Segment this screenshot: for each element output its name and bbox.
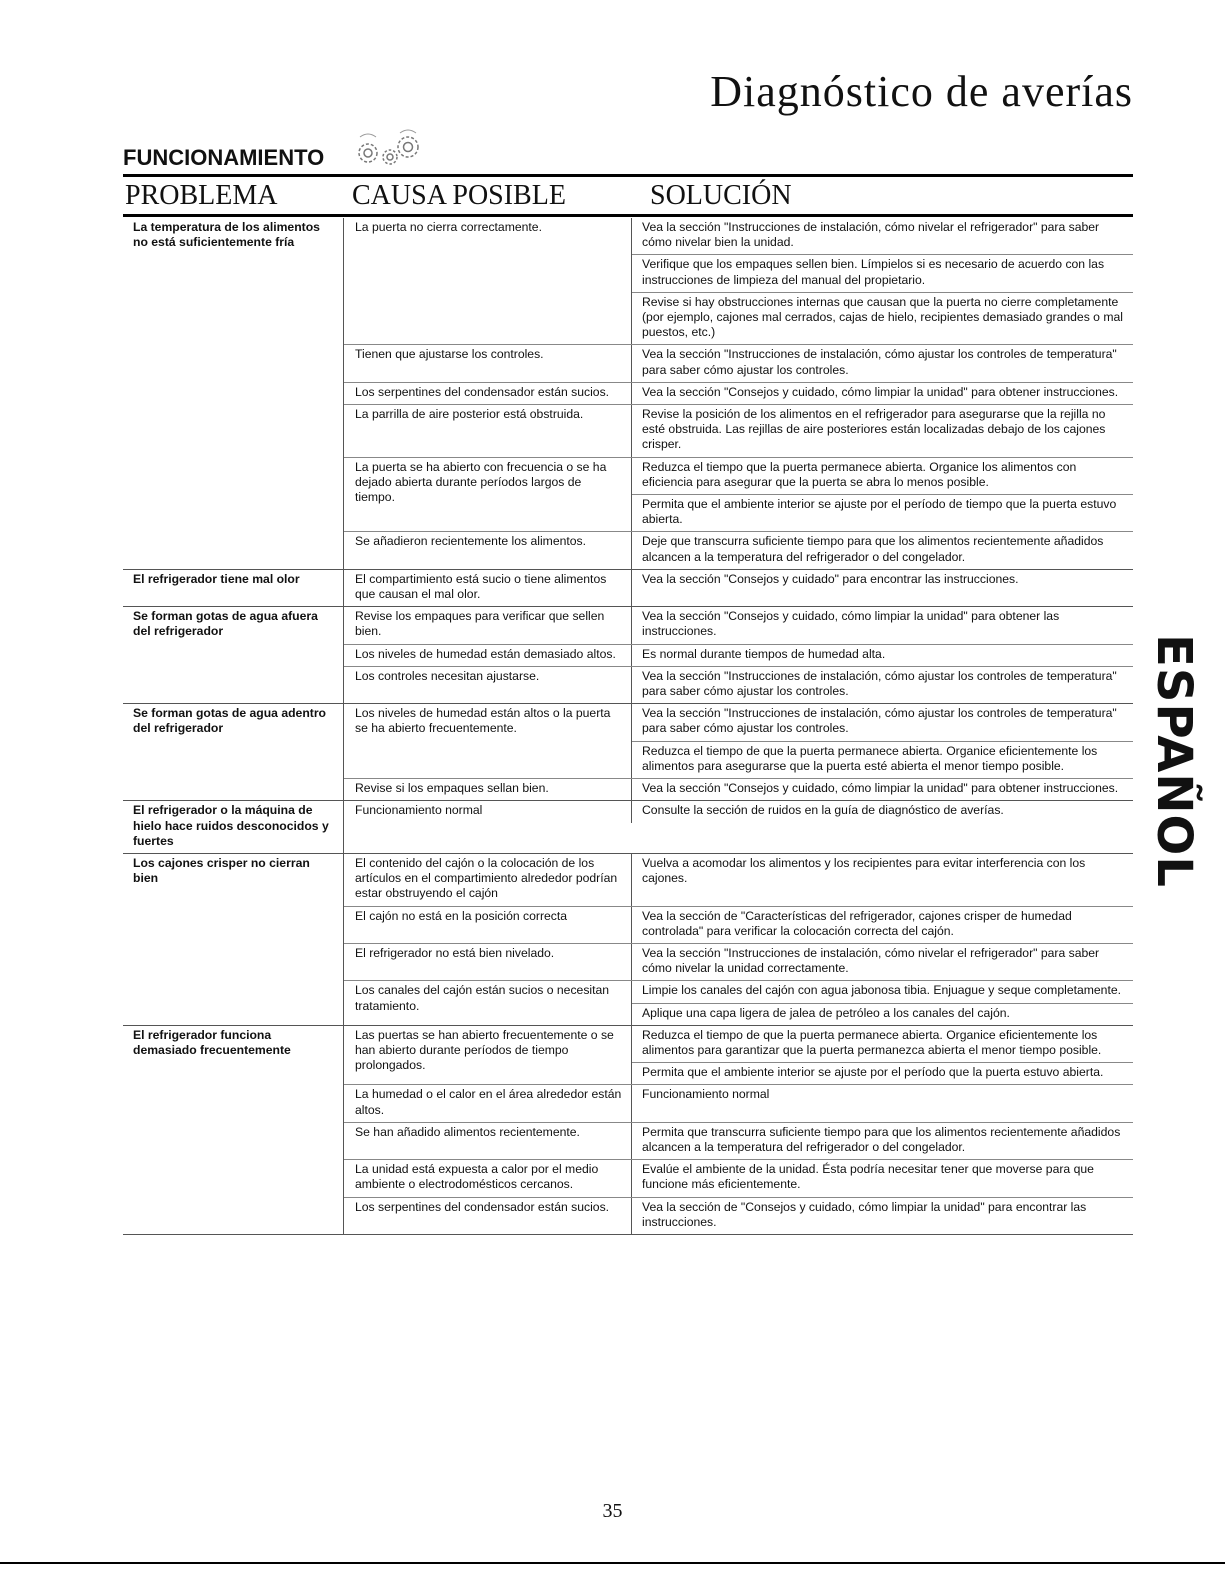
problem-cell: Los cajones crisper no cierran bien xyxy=(133,855,310,886)
solution-cell: Vea la sección de "Características del refrigerador, cajones crisper de humedad controlada" para verificar la colocación correcta del cajón. xyxy=(642,908,1072,938)
solution-cell: Permita que el ambiente interior se ajuste por el período que la puerta estuvo abierta. xyxy=(632,1062,1133,1084)
problem-group xyxy=(123,570,1133,607)
causes-column xyxy=(343,704,1133,800)
cause-row xyxy=(344,666,1133,703)
solution-cell: Consulte la sección de ruidos en la guía de diagnóstico de averías. xyxy=(642,803,1004,818)
cause-row xyxy=(344,218,1133,344)
solution-cell: Revise si hay obstrucciones internas que causan que la puerta no cierre completamente (por ejemplo, cajones mal cerrados, cajas de hielo, recipientes demasiado grandes o mal puestos, etc.) xyxy=(632,292,1133,345)
solution-cell: Vea la sección "Consejos y cuidado, cómo limpiar la unidad" para obtener instrucciones. xyxy=(642,384,1119,399)
column-headers xyxy=(123,180,1133,216)
solutions-column xyxy=(631,981,1133,1024)
cause-cell: Tienen que ajustarse los controles. xyxy=(355,347,544,362)
language-side-tab xyxy=(1139,636,1209,886)
language-label: ESPAÑOL xyxy=(1146,634,1202,888)
problem-group xyxy=(123,801,1133,854)
problem-group xyxy=(123,854,1133,1026)
solutions-column xyxy=(631,383,1133,404)
solutions-column xyxy=(631,1198,1133,1234)
solution-cell: Vea la sección "Instrucciones de instalación, cómo ajustar los controles de temperatura" para saber cómo ajustar los controles. xyxy=(642,347,1117,377)
header-solution: SOLUCIÓN xyxy=(650,180,792,211)
solutions-column xyxy=(631,607,1133,643)
cause-row xyxy=(344,404,1133,457)
solution-cell: Vea la sección "Consejos y cuidado" para encontrar las instrucciones. xyxy=(642,571,1019,586)
cause-cell: Los controles necesitan ajustarse. xyxy=(355,668,540,683)
cause-row xyxy=(344,457,1133,532)
cause-cell: Revise los empaques para verificar que sellen bien. xyxy=(355,609,605,639)
problem-group xyxy=(123,607,1133,704)
solution-cell: Vea la sección "Instrucciones de instalación, cómo nivelar el refrigerador" para saber cómo nivelar bien la unidad. xyxy=(642,220,1100,250)
cause-row xyxy=(344,906,1133,943)
cause-row xyxy=(344,801,1133,822)
solutions-column xyxy=(631,218,1133,344)
solutions-column xyxy=(631,704,1133,778)
solutions-column xyxy=(631,532,1133,568)
problem-group xyxy=(123,1026,1133,1235)
troubleshooting-table xyxy=(123,218,1133,1235)
problem-cell: El refrigerador tiene mal olor xyxy=(133,571,300,586)
solutions-column xyxy=(631,944,1133,980)
cause-cell: El cajón no está en la posición correcta xyxy=(355,908,568,923)
solution-cell: Reduzca el tiempo de que la puerta permanece abierta. Organice eficientemente los alimentos para asegurarse que la puerta esté abierta el menor tiempo posible. xyxy=(632,741,1133,778)
solutions-column xyxy=(631,907,1133,943)
cause-cell: Se añadieron recientemente los alimentos. xyxy=(355,534,587,549)
causes-column xyxy=(343,570,1133,606)
problem-group xyxy=(123,704,1133,801)
cause-row xyxy=(344,607,1133,643)
solution-cell: Aplique una capa ligera de jalea de petróleo a los canales del cajón. xyxy=(632,1003,1133,1025)
solution-cell: Vea la sección "Instrucciones de instalación, cómo ajustar los controles de temperatura" para saber cómo ajustar los controles. xyxy=(642,668,1117,699)
solution-cell: Deje que transcurra suficiente tiempo para que los alimentos recientemente añadidos alcancen a la temperatura del refrigerador o del congelador. xyxy=(642,534,1104,564)
solution-cell: Vea la sección "Instrucciones de instalación, cómo ajustar los controles de temperatura" para saber cómo ajustar los controles. xyxy=(642,706,1117,736)
cause-cell: La unidad está expuesta a calor por el medio ambiente o electrodomésticos cercanos. xyxy=(355,1162,599,1192)
solutions-column xyxy=(631,405,1133,457)
cause-cell: Los niveles de humedad están demasiado altos. xyxy=(355,646,616,661)
causes-column xyxy=(343,607,1133,703)
gears-icon xyxy=(352,127,424,171)
cause-cell: Funcionamiento normal xyxy=(355,803,483,818)
cause-cell: Los niveles de humedad están altos o la puerta se ha abierto frecuentemente. xyxy=(355,706,611,736)
problem-cell: El refrigerador o la máquina de hielo hace ruidos desconocidos y fuertes xyxy=(133,803,329,848)
solutions-column xyxy=(631,801,1133,822)
cause-cell: Las puertas se han abierto frecuentemente o se han abierto durante períodos de tiempo prolongados. xyxy=(355,1027,614,1073)
header-problem: PROBLEMA xyxy=(125,180,278,211)
cause-row xyxy=(344,1026,1133,1085)
causes-column xyxy=(343,801,1133,853)
solution-cell: Permita que transcurra suficiente tiempo para que los alimentos recientemente añadidos alcancen a la temperatura del refrigerador o del congelador. xyxy=(642,1124,1121,1154)
solutions-column xyxy=(631,667,1133,703)
solutions-column xyxy=(631,1026,1133,1085)
solution-cell: Reduzca el tiempo que la puerta permanece abierta. Organice los alimentos con eficiencia para asegurar que la puerta se abra lo menos posible. xyxy=(642,459,1077,489)
solutions-column xyxy=(631,1123,1133,1159)
cause-cell: La parrilla de aire posterior está obstruida. xyxy=(355,407,584,422)
solution-cell: Evalúe el ambiente de la unidad. Ésta podría necesitar tener que moverse para que funcione más eficientemente. xyxy=(642,1162,1094,1192)
cause-row xyxy=(344,943,1133,980)
cause-row xyxy=(344,704,1133,778)
solutions-column xyxy=(631,1085,1133,1121)
solution-cell: Vea la sección "Consejos y cuidado, cómo limpiar la unidad" para obtener instrucciones. xyxy=(642,781,1119,796)
problem-group xyxy=(123,218,1133,570)
problem-cell: Se forman gotas de agua afuera del refrigerador xyxy=(133,609,318,639)
cause-row xyxy=(344,644,1133,666)
cause-cell: El refrigerador no está bien nivelado. xyxy=(355,945,555,960)
page-number: 35 xyxy=(602,1500,623,1522)
cause-row xyxy=(344,778,1133,800)
causes-column xyxy=(343,1026,1133,1234)
solutions-column xyxy=(631,645,1133,666)
problem-cell: Se forman gotas de agua adentro del refrigerador xyxy=(133,706,327,736)
cause-cell: El compartimiento está sucio o tiene alimentos que causan el mal olor. xyxy=(355,571,607,602)
problem-cell: El refrigerador funciona demasiado frecuentemente xyxy=(133,1027,291,1057)
problem-cell: La temperatura de los alimentos no está suficientemente fría xyxy=(133,220,320,250)
cause-cell: Los serpentines del condensador están sucios. xyxy=(355,1199,610,1214)
solutions-column xyxy=(631,1160,1133,1196)
solution-cell: Vea la sección "Consejos y cuidado, cómo limpiar la unidad" para obtener las instrucciones. xyxy=(642,609,1060,639)
solutions-column xyxy=(631,779,1133,800)
solution-cell: Es normal durante tiempos de humedad alta. xyxy=(642,646,886,661)
causes-column xyxy=(343,218,1133,569)
header-rule xyxy=(123,214,1133,217)
solution-cell: Vea la sección de "Consejos y cuidado, cómo limpiar la unidad" para encontrar las instrucciones. xyxy=(642,1199,1087,1229)
cause-row xyxy=(344,570,1133,606)
top-rule xyxy=(123,174,1133,177)
solutions-column xyxy=(631,345,1133,381)
cause-row xyxy=(344,1197,1133,1234)
section-label: FUNCIONAMIENTO xyxy=(123,145,325,170)
header-cause: CAUSA POSIBLE xyxy=(352,180,566,211)
cause-cell: Los canales del cajón están sucios o necesitan tratamiento. xyxy=(355,983,610,1013)
solution-cell: Limpie los canales del cajón con agua jabonosa tibia. Enjuague y seque completamente. xyxy=(642,983,1122,998)
solution-cell: Verifique que los empaques sellen bien. Límpielos si es necesario de acuerdo con las instrucciones de limpieza del manual del propietario. xyxy=(632,254,1133,291)
solution-cell: Permita que el ambiente interior se ajuste por el período de tiempo que la puerta estuvo abierta. xyxy=(632,494,1133,531)
cause-row xyxy=(344,1122,1133,1159)
solution-cell: Vea la sección "Instrucciones de instalación, cómo nivelar el refrigerador" para saber cómo nivelar la unidad correctamente. xyxy=(642,945,1100,976)
cause-row xyxy=(344,854,1133,906)
solution-cell: Revise la posición de los alimentos en el refrigerador para asegurarse que la rejilla no esté obstruida. Las rejillas de aire posteriores están localizadas debajo de los cajones crisper. xyxy=(642,407,1106,452)
page-title: Diagnóstico de averías xyxy=(710,67,1133,116)
cause-cell: El contenido del cajón o la colocación de los artículos en el compartimiento alrededor podrían estar obstruyendo el cajón xyxy=(355,855,618,901)
cause-cell: Se han añadido alimentos recientemente. xyxy=(355,1124,580,1139)
cause-row xyxy=(344,980,1133,1024)
solution-cell: Funcionamiento normal xyxy=(642,1087,770,1102)
solutions-column xyxy=(631,570,1133,606)
solutions-column xyxy=(631,458,1133,532)
cause-row xyxy=(344,1159,1133,1196)
cause-cell: Los serpentines del condensador están sucios. xyxy=(355,384,610,399)
causes-column xyxy=(343,854,1133,1025)
solutions-column xyxy=(631,854,1133,906)
cause-row xyxy=(344,531,1133,568)
solution-cell: Vuelva a acomodar los alimentos y los recipientes para evitar interferencia con los cajones. xyxy=(642,855,1086,886)
cause-cell: Revise si los empaques sellan bien. xyxy=(355,781,549,796)
cause-cell: La puerta se ha abierto con frecuencia o se ha dejado abierta durante períodos largos de tiempo. xyxy=(355,459,607,505)
cause-row xyxy=(344,1084,1133,1121)
cause-cell: La puerta no cierra correctamente. xyxy=(355,220,542,234)
cause-row xyxy=(344,382,1133,404)
solution-cell: Reduzca el tiempo de que la puerta permanece abierta. Organice eficientemente los alimentos para garantizar que la puerta permanezca abierta el menor tiempo posible. xyxy=(642,1027,1102,1057)
bottom-rule xyxy=(0,1562,1225,1564)
cause-row xyxy=(344,344,1133,381)
cause-cell: La humedad o el calor en el área alrededor están altos. xyxy=(355,1087,622,1117)
